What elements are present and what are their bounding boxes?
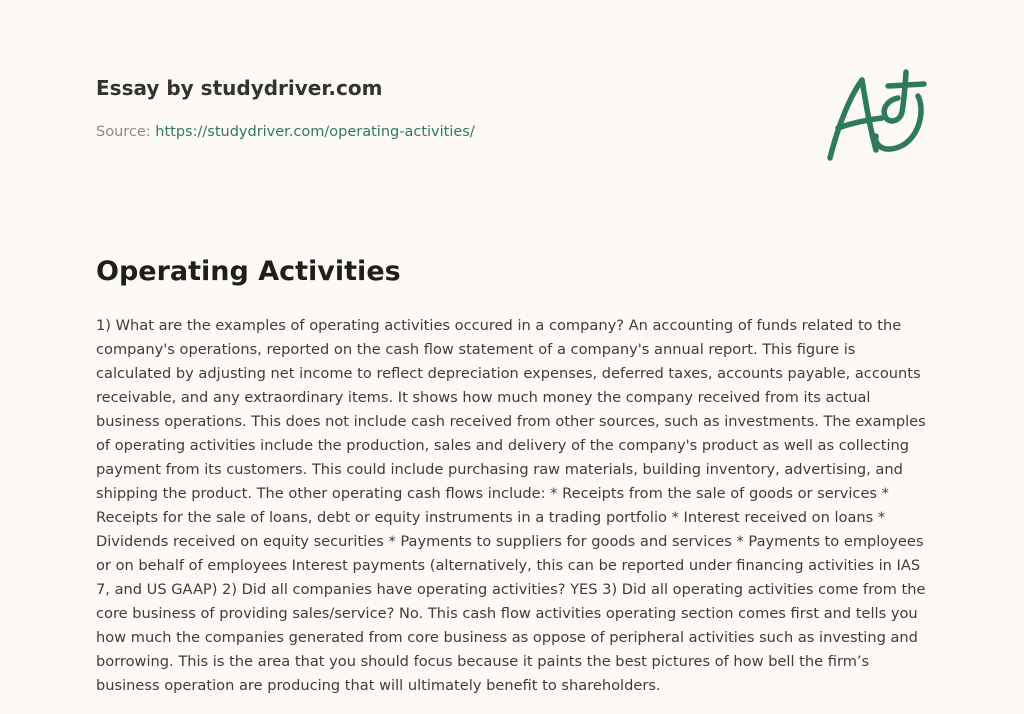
document-title: Operating Activities	[96, 256, 401, 287]
source-link[interactable]: https://studydriver.com/operating-activities/	[155, 124, 475, 140]
essay-source-title: Essay by studydriver.com	[96, 76, 383, 100]
document-body: 1) What are the examples of operating activities occured in a company? An accounting of funds related to the company's operations, reported on the cash flow statement of a company's annual report. This figure is calculated by adjusting net income to reflect depreciation expenses, deferred taxes, accounts payable, accounts receivable, and any extraordinary items. It shows how much money the company received from its actual business operations. This does not include cash received from other sources, such as investments. The examples of operating activities include the production, sales and delivery of the company's product as well as collecting payment from its customers. This could include purchasing raw materials, building inventory, advertising, and shipping the product. The other operating cash flows include: * Receipts from the sale of goods or services * Receipts for the sale of loans, debt or equity instruments in a trading portfolio * Interest received on loans * Dividends received on equity securities * Payments to suppliers for goods and services * Payments to employees or on behalf of employees Interest payments (alternatively, this can be reported under financing activities in IAS 7, and US GAAP) 2) Did all companies have operating activities? YES 3) Did all operating activities come from the core business of providing sales/service? No. This cash flow activities operating section comes first and tells you how much the companies generated from core business as oppose of peripheral activities such as investing and borrowing. This is the area that you should focus because it paints the best pictures of how bell the firm’s business operation are producing that will ultimately benefit to shareholders.	[96, 317, 926, 694]
a-plus-grade-icon	[818, 66, 930, 166]
source-line	[96, 124, 475, 140]
a-plus-logo-graphic	[818, 66, 930, 166]
source-label: Source:	[96, 124, 151, 140]
